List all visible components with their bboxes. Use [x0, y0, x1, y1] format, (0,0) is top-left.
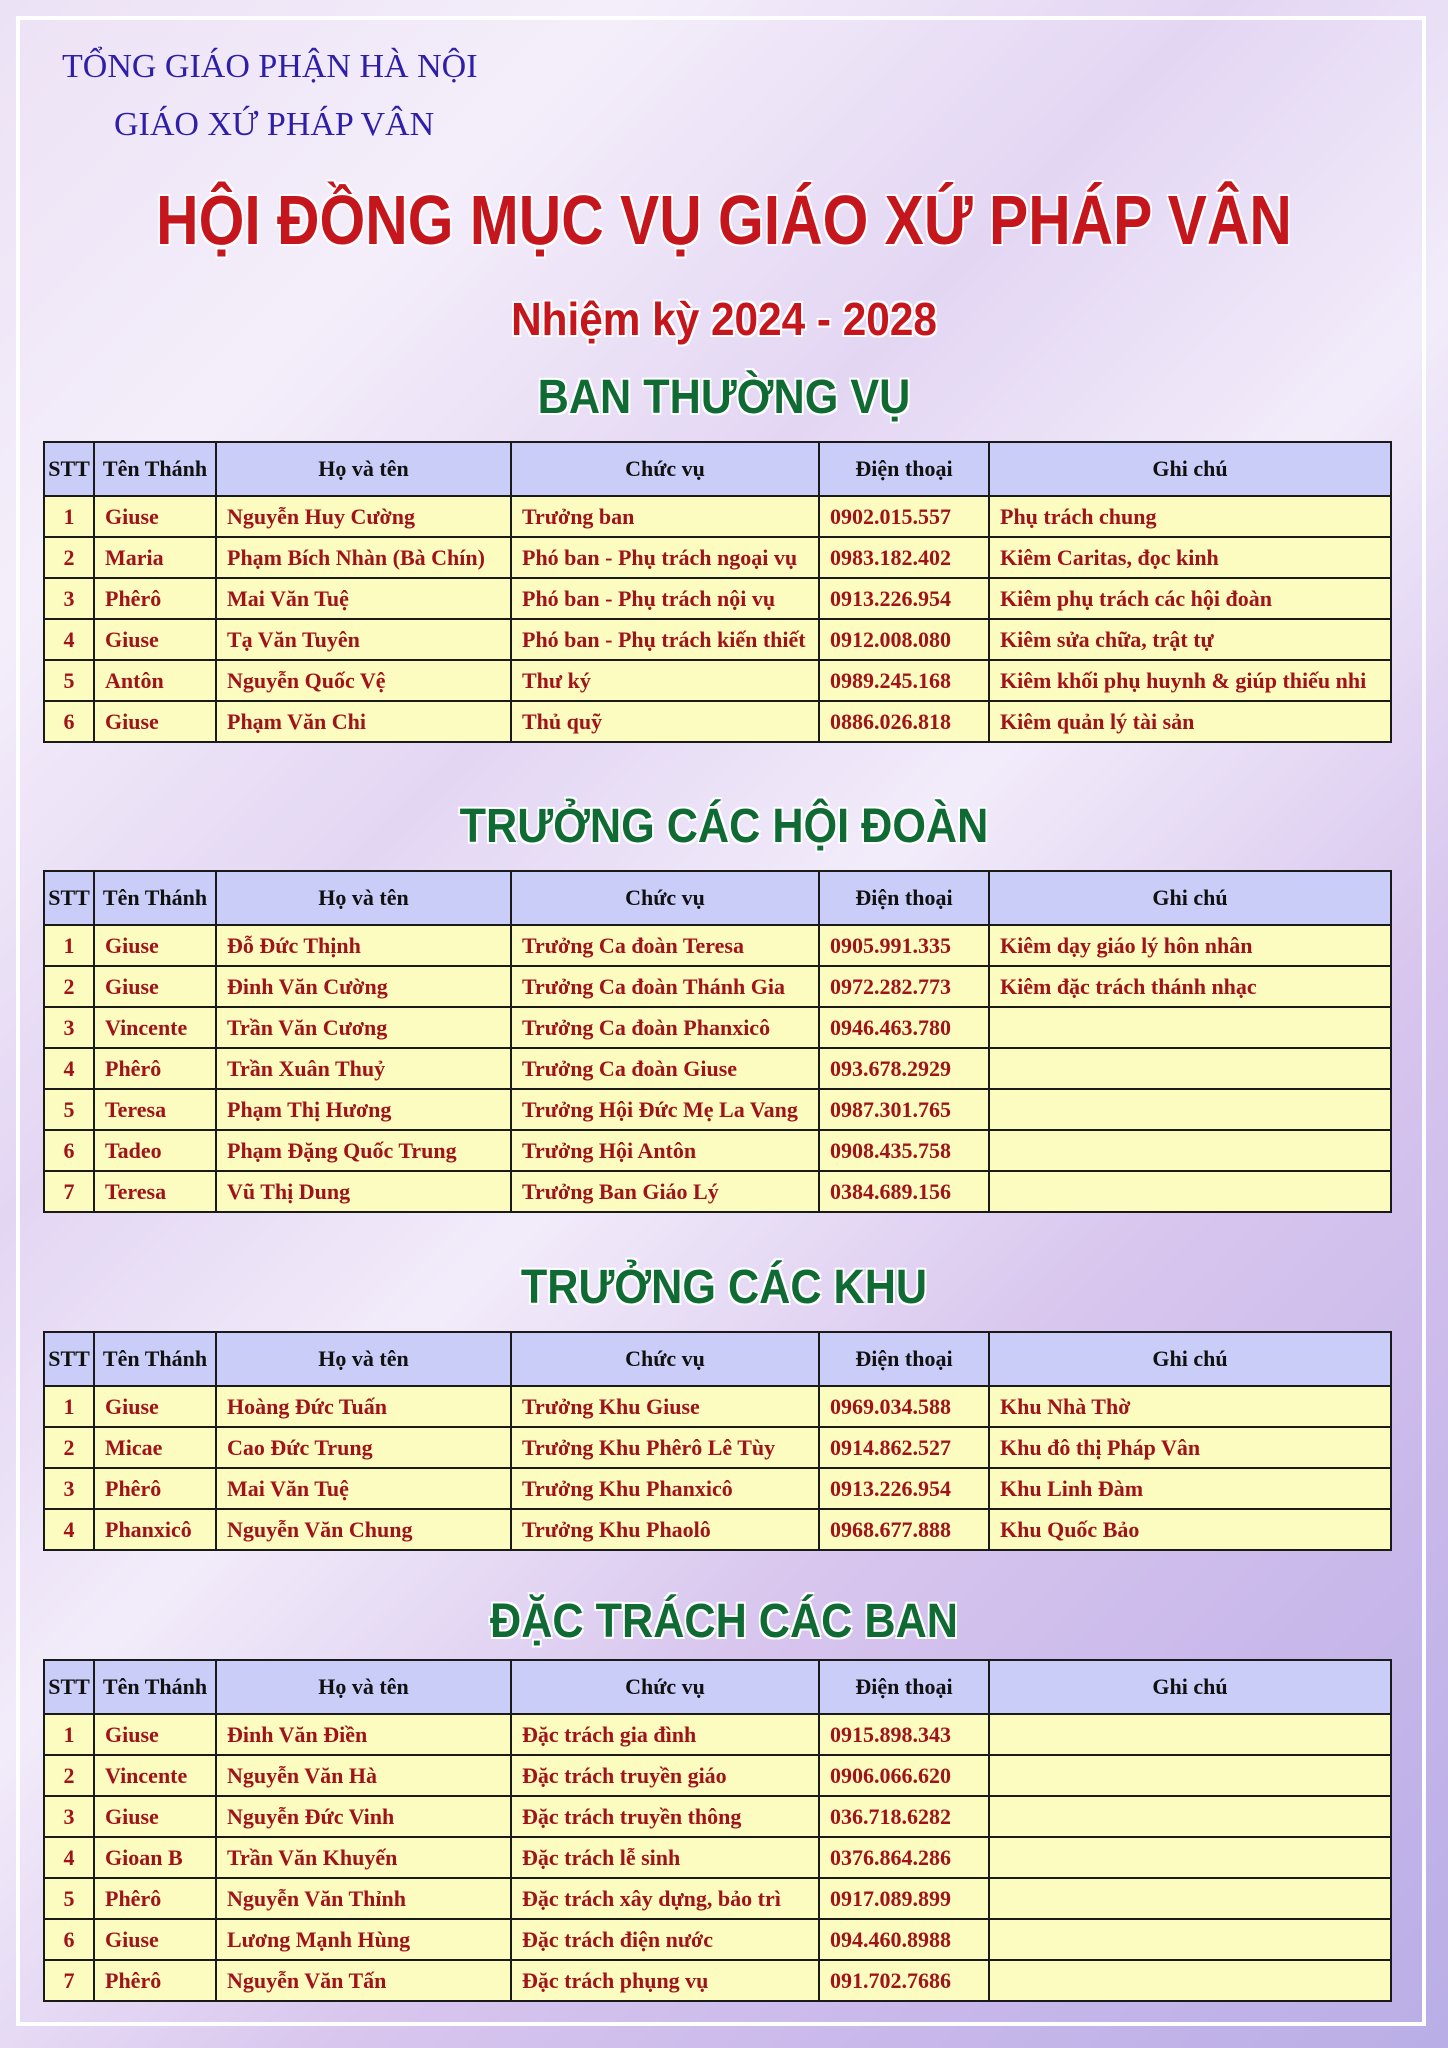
cell-chuc-vu: Đặc trách truyền thông — [511, 1796, 819, 1837]
cell-stt: 1 — [44, 1714, 94, 1755]
cell-stt: 6 — [44, 701, 94, 742]
archdiocese-name: TỔNG GIÁO PHẬN HÀ NỘI — [62, 48, 478, 85]
table-row — [44, 1427, 1391, 1468]
cell-ten-thanh: Giuse — [94, 925, 216, 966]
table-row — [44, 1796, 1391, 1837]
table-row — [44, 1509, 1391, 1550]
cell-ghi-chu: Kiêm đặc trách thánh nhạc — [989, 966, 1391, 1007]
cell-stt: 2 — [44, 966, 94, 1007]
cell-stt: 3 — [44, 1796, 94, 1837]
cell-ten-thanh: Giuse — [94, 966, 216, 1007]
cell-chuc-vu: Trưởng Ca đoàn Giuse — [511, 1048, 819, 1089]
parish-name: GIÁO XỨ PHÁP VÂN — [114, 106, 435, 143]
cell-stt: 4 — [44, 1509, 94, 1550]
cell-ten-thanh: Giuse — [94, 1386, 216, 1427]
cell-dien-thoai: 0906.066.620 — [819, 1755, 989, 1796]
cell-chuc-vu: Trưởng Khu Phaolô — [511, 1509, 819, 1550]
cell-stt: 6 — [44, 1130, 94, 1171]
cell-dien-thoai: 0989.245.168 — [819, 660, 989, 701]
cell-ten-thanh: Micae — [94, 1427, 216, 1468]
table-row — [44, 1048, 1391, 1089]
cell-dien-thoai: 0917.089.899 — [819, 1878, 989, 1919]
cell-ten-thanh: Giuse — [94, 1796, 216, 1837]
cell-chuc-vu: Trưởng Ca đoàn Teresa — [511, 925, 819, 966]
section-title-truong-cac-hoi-doan: TRƯỞNG CÁC HỘI ĐOÀN — [459, 800, 989, 853]
column-header-ho-va-ten: Họ và tên — [216, 1660, 511, 1714]
table-ban-thuong-vu — [43, 441, 1392, 743]
cell-dien-thoai: 0905.991.335 — [819, 925, 989, 966]
column-header-ten-thanh: Tên Thánh — [94, 1332, 216, 1386]
column-header-stt: STT — [44, 442, 94, 496]
cell-ten-thanh: Phêrô — [94, 1468, 216, 1509]
cell-ghi-chu — [989, 1130, 1391, 1171]
cell-chuc-vu: Đặc trách phụng vụ — [511, 1960, 819, 2001]
cell-dien-thoai: 094.460.8988 — [819, 1919, 989, 1960]
cell-chuc-vu: Đặc trách lễ sinh — [511, 1837, 819, 1878]
cell-ghi-chu — [989, 1171, 1391, 1212]
cell-ghi-chu: Kiêm quản lý tài sản — [989, 701, 1391, 742]
cell-ghi-chu — [989, 1755, 1391, 1796]
cell-dien-thoai: 0913.226.954 — [819, 578, 989, 619]
cell-ghi-chu: Kiêm Caritas, đọc kinh — [989, 537, 1391, 578]
cell-ghi-chu — [989, 1919, 1391, 1960]
cell-ghi-chu — [989, 1714, 1391, 1755]
table-row — [44, 1386, 1391, 1427]
cell-dien-thoai: 0902.015.557 — [819, 496, 989, 537]
table-row — [44, 1878, 1391, 1919]
cell-ten-thanh: Phanxicô — [94, 1509, 216, 1550]
cell-ghi-chu — [989, 1878, 1391, 1919]
cell-stt: 3 — [44, 578, 94, 619]
column-header-ten-thanh: Tên Thánh — [94, 871, 216, 925]
cell-chuc-vu: Phó ban - Phụ trách kiến thiết — [511, 619, 819, 660]
cell-stt: 2 — [44, 1427, 94, 1468]
cell-stt: 3 — [44, 1007, 94, 1048]
cell-ghi-chu — [989, 1960, 1391, 2001]
cell-stt: 1 — [44, 925, 94, 966]
cell-ho-va-ten: Trần Xuân Thuỷ — [216, 1048, 511, 1089]
cell-ten-thanh: Tadeo — [94, 1130, 216, 1171]
column-header-ghi-chu: Ghi chú — [989, 1332, 1391, 1386]
table-row — [44, 1468, 1391, 1509]
cell-ho-va-ten: Mai Văn Tuệ — [216, 1468, 511, 1509]
cell-ho-va-ten: Trần Văn Khuyến — [216, 1837, 511, 1878]
cell-ho-va-ten: Nguyễn Văn Hà — [216, 1755, 511, 1796]
cell-ho-va-ten: Nguyễn Văn Thỉnh — [216, 1878, 511, 1919]
cell-ho-va-ten: Trần Văn Cương — [216, 1007, 511, 1048]
cell-chuc-vu: Trưởng Ca đoàn Phanxicô — [511, 1007, 819, 1048]
cell-chuc-vu: Đặc trách xây dựng, bảo trì — [511, 1878, 819, 1919]
cell-ghi-chu — [989, 1796, 1391, 1837]
cell-dien-thoai: 0915.898.343 — [819, 1714, 989, 1755]
column-header-chuc-vu: Chức vụ — [511, 871, 819, 925]
cell-stt: 5 — [44, 1089, 94, 1130]
section-title-ban-thuong-vu: BAN THƯỜNG VỤ — [537, 371, 911, 424]
cell-ghi-chu: Khu Nhà Thờ — [989, 1386, 1391, 1427]
cell-ho-va-ten: Cao Đức Trung — [216, 1427, 511, 1468]
cell-ghi-chu: Khu đô thị Pháp Vân — [989, 1427, 1391, 1468]
column-header-ten-thanh: Tên Thánh — [94, 1660, 216, 1714]
table-row — [44, 1089, 1391, 1130]
cell-stt: 5 — [44, 1878, 94, 1919]
cell-stt: 3 — [44, 1468, 94, 1509]
cell-ho-va-ten: Đỗ Đức Thịnh — [216, 925, 511, 966]
cell-dien-thoai: 0968.677.888 — [819, 1509, 989, 1550]
column-header-dien-thoai: Điện thoại — [819, 1660, 989, 1714]
cell-ten-thanh: Phêrô — [94, 1878, 216, 1919]
table-row — [44, 619, 1391, 660]
cell-ten-thanh: Teresa — [94, 1171, 216, 1212]
term-subtitle: Nhiệm kỳ 2024 - 2028 — [511, 293, 937, 345]
cell-chuc-vu: Trưởng Khu Phanxicô — [511, 1468, 819, 1509]
table-row — [44, 925, 1391, 966]
cell-ten-thanh: Antôn — [94, 660, 216, 701]
column-header-ho-va-ten: Họ và tên — [216, 442, 511, 496]
column-header-ho-va-ten: Họ và tên — [216, 1332, 511, 1386]
column-header-stt: STT — [44, 1332, 94, 1386]
cell-stt: 4 — [44, 619, 94, 660]
cell-dien-thoai: 0946.463.780 — [819, 1007, 989, 1048]
cell-stt: 1 — [44, 496, 94, 537]
cell-dien-thoai: 0886.026.818 — [819, 701, 989, 742]
table-row — [44, 1837, 1391, 1878]
column-header-dien-thoai: Điện thoại — [819, 1332, 989, 1386]
table-row — [44, 537, 1391, 578]
column-header-chuc-vu: Chức vụ — [511, 442, 819, 496]
column-header-chuc-vu: Chức vụ — [511, 1660, 819, 1714]
column-header-dien-thoai: Điện thoại — [819, 442, 989, 496]
cell-dien-thoai: 0987.301.765 — [819, 1089, 989, 1130]
table-header-row — [44, 871, 1391, 925]
cell-chuc-vu: Trưởng ban — [511, 496, 819, 537]
cell-ho-va-ten: Mai Văn Tuệ — [216, 578, 511, 619]
cell-ten-thanh: Phêrô — [94, 578, 216, 619]
cell-chuc-vu: Phó ban - Phụ trách ngoại vụ — [511, 537, 819, 578]
cell-ho-va-ten: Nguyễn Quốc Vệ — [216, 660, 511, 701]
cell-ghi-chu: Khu Quốc Bảo — [989, 1509, 1391, 1550]
cell-dien-thoai: 0384.689.156 — [819, 1171, 989, 1212]
column-header-ghi-chu: Ghi chú — [989, 442, 1391, 496]
cell-dien-thoai: 093.678.2929 — [819, 1048, 989, 1089]
table-row — [44, 1919, 1391, 1960]
cell-ghi-chu: Phụ trách chung — [989, 496, 1391, 537]
cell-ten-thanh: Giuse — [94, 701, 216, 742]
cell-ten-thanh: Vincente — [94, 1007, 216, 1048]
cell-ten-thanh: Giuse — [94, 619, 216, 660]
table-row — [44, 966, 1391, 1007]
cell-chuc-vu: Thủ quỹ — [511, 701, 819, 742]
cell-ten-thanh: Maria — [94, 537, 216, 578]
cell-chuc-vu: Phó ban - Phụ trách nội vụ — [511, 578, 819, 619]
cell-ho-va-ten: Lương Mạnh Hùng — [216, 1919, 511, 1960]
table-row — [44, 1755, 1391, 1796]
table-dac-trach-cac-ban — [43, 1659, 1392, 2002]
cell-ho-va-ten: Đinh Văn Điền — [216, 1714, 511, 1755]
cell-dien-thoai: 0913.226.954 — [819, 1468, 989, 1509]
cell-chuc-vu: Trưởng Khu Giuse — [511, 1386, 819, 1427]
cell-ten-thanh: Phêrô — [94, 1960, 216, 2001]
cell-dien-thoai: 091.702.7686 — [819, 1960, 989, 2001]
cell-ho-va-ten: Đinh Văn Cường — [216, 966, 511, 1007]
section-title-truong-cac-khu: TRƯỞNG CÁC KHU — [520, 1261, 928, 1314]
cell-chuc-vu: Thư ký — [511, 660, 819, 701]
cell-ghi-chu: Kiêm dạy giáo lý hôn nhân — [989, 925, 1391, 966]
cell-dien-thoai: 0969.034.588 — [819, 1386, 989, 1427]
table-row — [44, 1007, 1391, 1048]
column-header-chuc-vu: Chức vụ — [511, 1332, 819, 1386]
cell-dien-thoai: 0914.862.527 — [819, 1427, 989, 1468]
cell-ten-thanh: Giuse — [94, 1919, 216, 1960]
column-header-ghi-chu: Ghi chú — [989, 871, 1391, 925]
cell-ten-thanh: Vincente — [94, 1755, 216, 1796]
table-row — [44, 578, 1391, 619]
cell-stt: 2 — [44, 1755, 94, 1796]
cell-ghi-chu: Kiêm sửa chữa, trật tự — [989, 619, 1391, 660]
cell-dien-thoai: 036.718.6282 — [819, 1796, 989, 1837]
cell-ho-va-ten: Nguyễn Đức Vinh — [216, 1796, 511, 1837]
cell-ho-va-ten: Vũ Thị Dung — [216, 1171, 511, 1212]
table-row — [44, 1171, 1391, 1212]
cell-chuc-vu: Trưởng Ban Giáo Lý — [511, 1171, 819, 1212]
column-header-ghi-chu: Ghi chú — [989, 1660, 1391, 1714]
cell-ten-thanh: Giuse — [94, 496, 216, 537]
cell-ghi-chu: Khu Linh Đàm — [989, 1468, 1391, 1509]
cell-stt: 6 — [44, 1919, 94, 1960]
cell-ho-va-ten: Nguyễn Văn Tấn — [216, 1960, 511, 2001]
table-row — [44, 1960, 1391, 2001]
section-title-dac-trach-cac-ban: ĐẶC TRÁCH CÁC BAN — [490, 1595, 958, 1648]
cell-chuc-vu: Đặc trách điện nước — [511, 1919, 819, 1960]
cell-stt: 2 — [44, 537, 94, 578]
cell-ho-va-ten: Phạm Đặng Quốc Trung — [216, 1130, 511, 1171]
column-header-ho-va-ten: Họ và tên — [216, 871, 511, 925]
cell-ghi-chu: Kiêm phụ trách các hội đoàn — [989, 578, 1391, 619]
column-header-dien-thoai: Điện thoại — [819, 871, 989, 925]
column-header-ten-thanh: Tên Thánh — [94, 442, 216, 496]
cell-ho-va-ten: Hoàng Đức Tuấn — [216, 1386, 511, 1427]
column-header-stt: STT — [44, 871, 94, 925]
table-header-row — [44, 1332, 1391, 1386]
cell-ghi-chu — [989, 1837, 1391, 1878]
cell-dien-thoai: 0376.864.286 — [819, 1837, 989, 1878]
cell-ho-va-ten: Phạm Văn Chi — [216, 701, 511, 742]
cell-ho-va-ten: Phạm Thị Hương — [216, 1089, 511, 1130]
table-truong-cac-khu — [43, 1331, 1392, 1551]
cell-chuc-vu: Trưởng Ca đoàn Thánh Gia — [511, 966, 819, 1007]
table-truong-cac-hoi-doan — [43, 870, 1392, 1213]
cell-chuc-vu: Trưởng Hội Antôn — [511, 1130, 819, 1171]
cell-ghi-chu — [989, 1007, 1391, 1048]
cell-ho-va-ten: Nguyễn Huy Cường — [216, 496, 511, 537]
cell-dien-thoai: 0983.182.402 — [819, 537, 989, 578]
cell-dien-thoai: 0972.282.773 — [819, 966, 989, 1007]
cell-stt: 4 — [44, 1837, 94, 1878]
cell-ten-thanh: Gioan B — [94, 1837, 216, 1878]
cell-ho-va-ten: Nguyễn Văn Chung — [216, 1509, 511, 1550]
table-row — [44, 1130, 1391, 1171]
cell-ten-thanh: Giuse — [94, 1714, 216, 1755]
cell-stt: 4 — [44, 1048, 94, 1089]
cell-ten-thanh: Teresa — [94, 1089, 216, 1130]
cell-ghi-chu: Kiêm khối phụ huynh & giúp thiếu nhi — [989, 660, 1391, 701]
cell-stt: 7 — [44, 1960, 94, 2001]
cell-ghi-chu — [989, 1048, 1391, 1089]
table-header-row — [44, 442, 1391, 496]
cell-chuc-vu: Đặc trách truyền giáo — [511, 1755, 819, 1796]
cell-chuc-vu: Đặc trách gia đình — [511, 1714, 819, 1755]
cell-chuc-vu: Trưởng Hội Đức Mẹ La Vang — [511, 1089, 819, 1130]
cell-ghi-chu — [989, 1089, 1391, 1130]
table-header-row — [44, 1660, 1391, 1714]
cell-dien-thoai: 0912.008.080 — [819, 619, 989, 660]
cell-stt: 5 — [44, 660, 94, 701]
column-header-stt: STT — [44, 1660, 94, 1714]
cell-stt: 1 — [44, 1386, 94, 1427]
table-row — [44, 660, 1391, 701]
cell-ho-va-ten: Phạm Bích Nhàn (Bà Chín) — [216, 537, 511, 578]
table-row — [44, 1714, 1391, 1755]
cell-dien-thoai: 0908.435.758 — [819, 1130, 989, 1171]
table-row — [44, 701, 1391, 742]
page-title: HỘI ĐỒNG MỤC VỤ GIÁO XỨ PHÁP VÂN — [156, 181, 1292, 259]
cell-chuc-vu: Trưởng Khu Phêrô Lê Tùy — [511, 1427, 819, 1468]
cell-stt: 7 — [44, 1171, 94, 1212]
cell-ho-va-ten: Tạ Văn Tuyên — [216, 619, 511, 660]
table-row — [44, 496, 1391, 537]
cell-ten-thanh: Phêrô — [94, 1048, 216, 1089]
